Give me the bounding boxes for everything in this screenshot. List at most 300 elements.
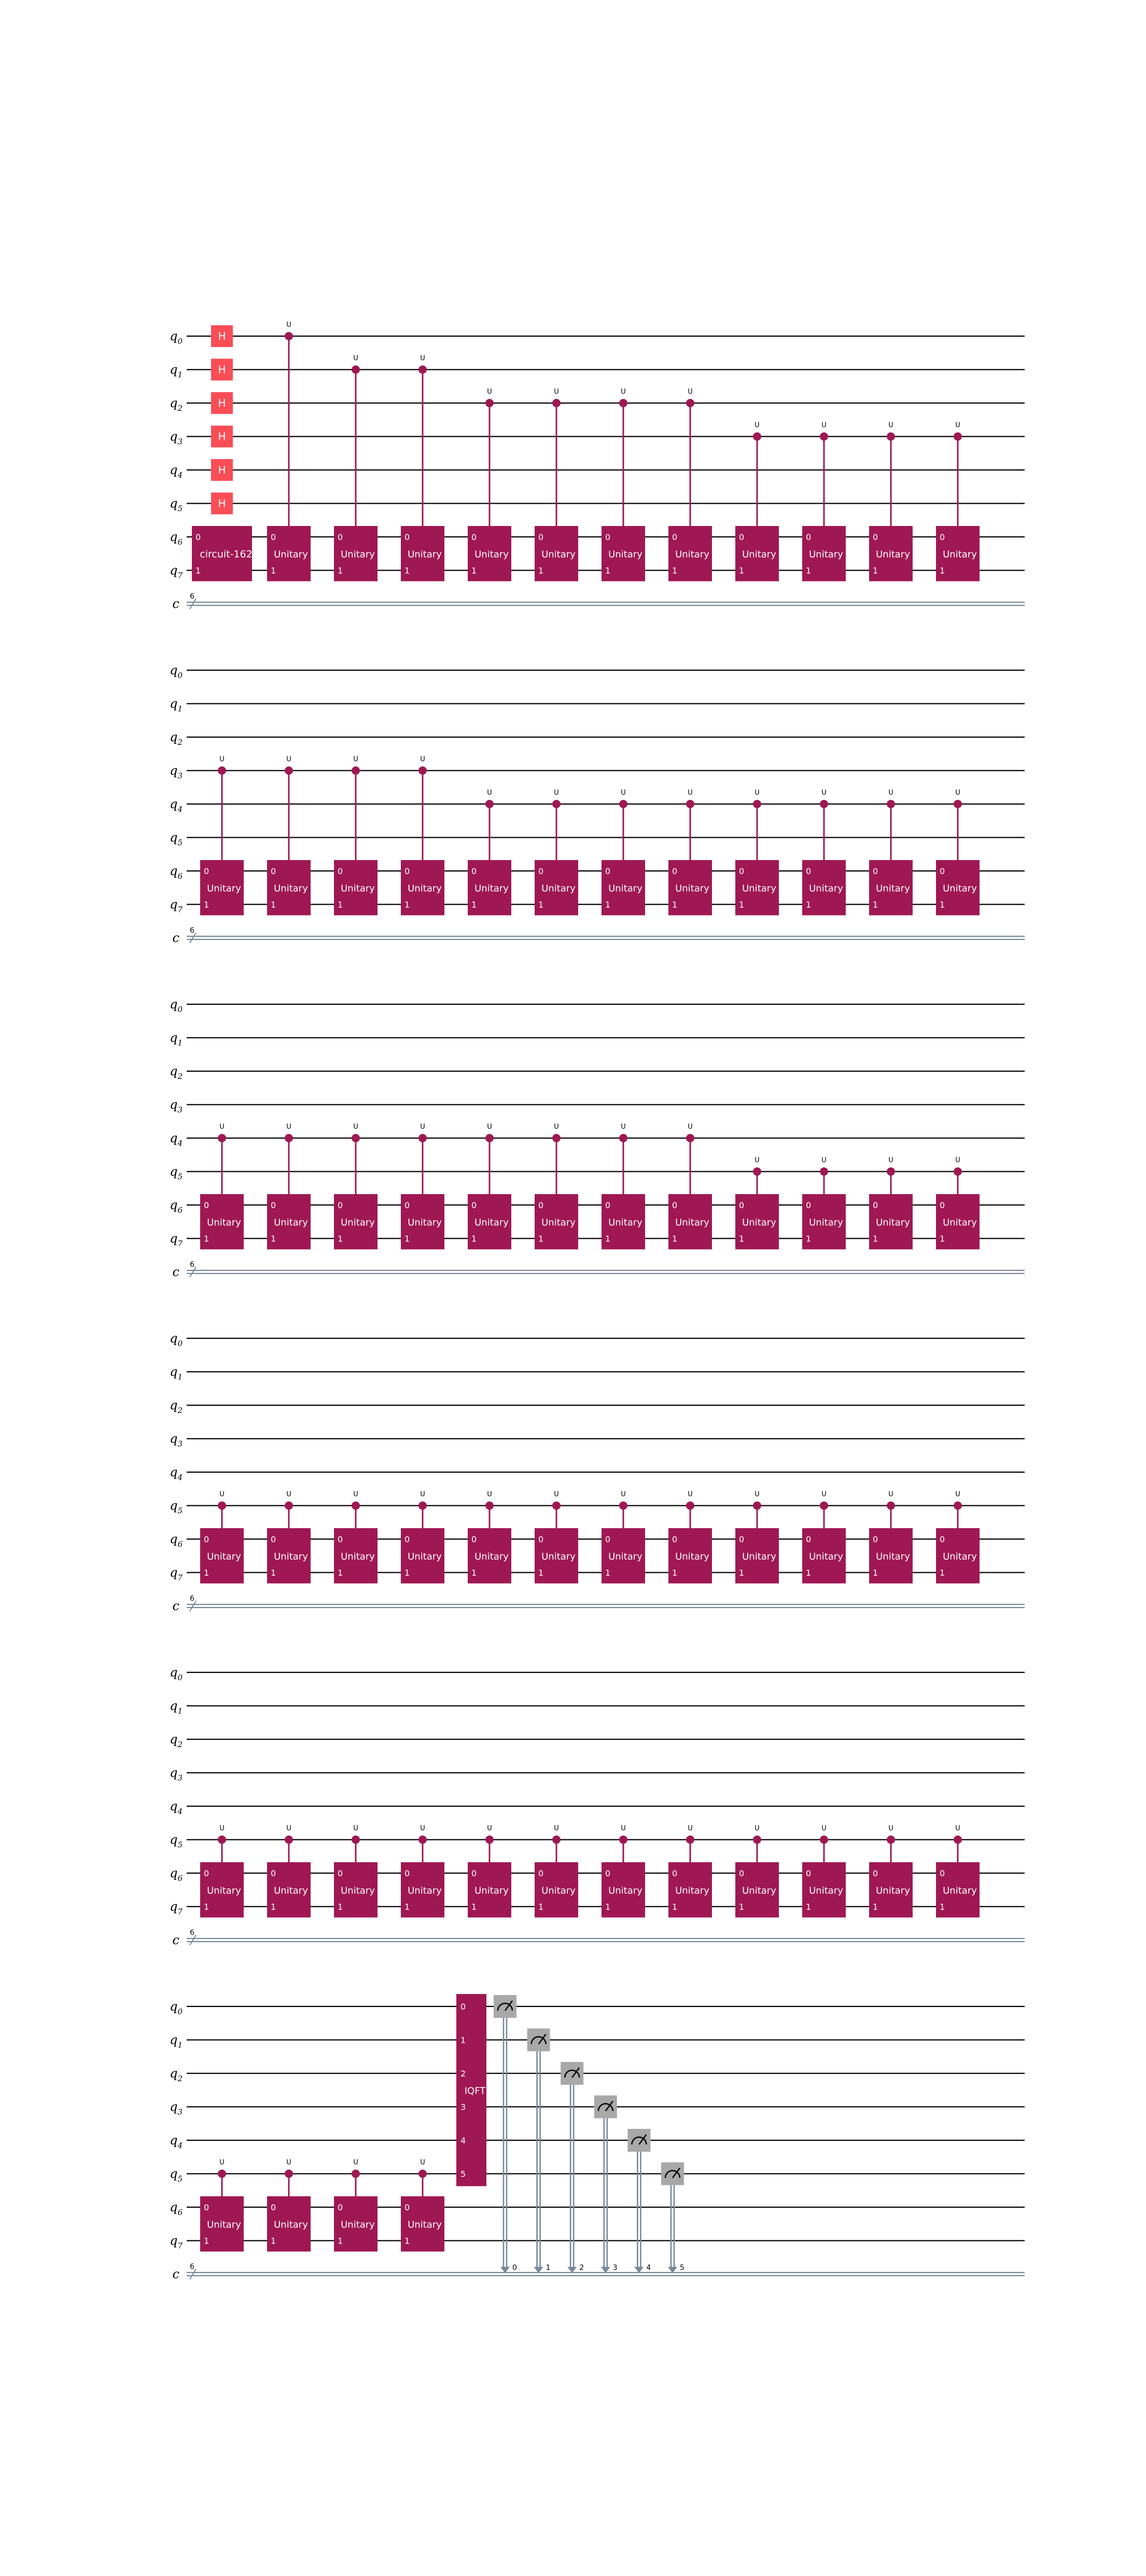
unitary-label: Unitary [675,1551,709,1562]
iqft-pin: 3 [460,2102,466,2112]
unitary-label: Unitary [207,883,241,894]
control-marker: U [286,755,291,764]
control-dot [820,800,828,808]
unitary-pin-0: 0 [605,1868,611,1878]
control-dot [418,1134,427,1142]
classical-label: c [172,597,179,611]
measure-gate [594,2096,617,2118]
unitary-pin-1: 1 [538,1568,544,1578]
control-marker: U [554,1123,559,1131]
qubit-index: 0 [177,671,183,680]
control-marker: U [688,1824,693,1833]
qubit-index: 5 [177,1840,183,1850]
qubit-label [170,1532,183,1549]
unitary-pin-1: 1 [271,2236,276,2246]
unitary-pin-1: 1 [338,565,343,576]
control-dot [619,1502,627,1510]
unitary-pin-0: 0 [672,1868,678,1878]
unitary-pin-0: 0 [338,1534,343,1544]
hadamard-label: H [218,330,226,342]
qubit-index: 1 [177,1372,183,1382]
qubit-label [170,1331,183,1348]
control-marker: U [754,1824,760,1833]
qubit-label [170,329,183,346]
unitary-label: Unitary [876,1217,910,1228]
qubit-name: q [170,830,178,845]
unitary-pin-0: 0 [204,1534,209,1544]
unitary-pin-0: 0 [538,866,544,876]
qubit-name: q [170,429,178,444]
control-dot [418,767,427,775]
unitary-label: Unitary [876,883,910,894]
qubit-label [170,1999,183,2016]
unitary-label: Unitary [943,883,977,894]
unitary-pin-0: 0 [404,1200,410,1210]
unitary-pin-1: 1 [605,1234,611,1244]
unitary-label: Unitary [274,883,308,894]
qubit-label [170,764,183,781]
unitary-pin-1: 1 [672,1902,678,1912]
control-dot [954,1168,962,1176]
qubit-name: q [170,396,178,410]
control-dot [485,1502,494,1510]
unitary-pin-0: 0 [271,1868,276,1878]
control-dot [686,1134,694,1142]
unitary-pin-0: 0 [404,1534,410,1544]
unitary-label: Unitary [207,1551,241,1562]
control-dot [285,1836,293,1844]
qubit-label [170,1165,183,1182]
unitary-pin-0: 0 [873,866,878,876]
unitary-pin-1: 1 [739,1568,745,1578]
unitary-label: Unitary [341,549,375,560]
unitary-label: Unitary [809,883,843,894]
unitary-pin-0: 0 [204,2203,209,2212]
unitary-pin-1: 1 [605,565,611,576]
qubit-index: 1 [177,1706,183,1716]
qubit-index: 4 [177,2141,183,2150]
control-dot [753,1836,761,1844]
unitary-pin-0: 0 [538,1534,544,1544]
unitary-label: Unitary [274,1551,308,1562]
unitary-pin-1: 1 [739,1902,745,1912]
qubit-name: q [170,730,178,744]
qubit-name: q [170,1364,178,1379]
unitary-pin-1: 1 [873,899,878,910]
unitary-pin-1: 1 [605,1902,611,1912]
qubit-index: 5 [177,838,183,848]
unitary-label: Unitary [675,1217,709,1228]
qubit-name: q [170,1765,178,1780]
qubit-name: q [170,1866,178,1880]
measure-bit-index: 4 [646,2264,651,2272]
unitary-pin-0: 0 [672,1534,678,1544]
classical-width: 6 [190,2263,194,2271]
unitary-pin-0: 0 [873,1868,878,1878]
control-marker: U [286,2158,291,2167]
qubit-name: q [170,2066,178,2081]
qubit-name: q [170,2133,178,2148]
qubit-index: 7 [177,1573,183,1583]
unitary-pin-0: 0 [940,866,945,876]
control-marker: U [955,789,960,797]
control-dot [820,1836,828,1844]
qubit-label [170,396,183,413]
qubit-label [170,1365,183,1382]
qubit-label [170,697,183,714]
qubit-name: q [170,1097,178,1112]
qubit-label [170,2234,183,2251]
unitary-label: Unitary [876,549,910,560]
unitary-label: Unitary [541,1885,576,1896]
qubit-label [170,1732,183,1749]
unitary-pin-1: 1 [471,1234,477,1244]
control-dot [619,1836,627,1844]
unitary-pin-0: 0 [471,532,477,542]
qubit-label [170,1231,183,1249]
unitary-pin-0: 0 [605,866,611,876]
control-marker: U [487,1824,492,1833]
unitary-label: Unitary [608,1551,642,1562]
control-dot [485,1134,494,1142]
control-dot [218,1502,226,1510]
qubit-index: 5 [177,1172,183,1182]
qubit-index: 7 [177,905,183,915]
control-dot [820,433,828,441]
unitary-pin-0: 0 [739,1868,745,1878]
qubit-index: 3 [177,1105,183,1115]
qubit-name: q [170,1565,178,1580]
qubit-label [170,563,183,580]
qubit-index: 4 [177,1473,183,1482]
unitary-pin-0: 0 [940,1200,945,1210]
measure-gate [561,2062,583,2085]
control-marker: U [955,1824,960,1833]
control-marker: U [888,1824,893,1833]
unitary-pin-1: 1 [940,565,945,576]
unitary-pin-0: 0 [404,532,410,542]
unitary-label: Unitary [408,1885,442,1896]
qubit-label [170,463,183,480]
unitary-pin-0: 0 [204,1868,209,1878]
qubit-label [170,1799,183,1816]
qubit-index: 5 [177,2174,183,2184]
unitary-label: Unitary [274,2219,308,2231]
control-dot [753,800,761,808]
qubit-index: 7 [177,1907,183,1917]
control-dot [485,800,494,808]
control-dot [954,1836,962,1844]
hadamard-label: H [218,497,226,510]
control-dot [887,1168,895,1176]
circuit-row-6 [170,1994,1025,2281]
qubit-label [170,864,183,881]
qubit-label [170,1198,183,1215]
qubit-index: 4 [177,1139,183,1148]
control-marker: U [219,2158,225,2167]
measure-bit-index: 1 [546,2264,551,2272]
control-dot [820,1168,828,1176]
qubit-index: 3 [177,2107,183,2117]
unitary-pin-0: 0 [605,532,611,542]
init-gate-label: circuit-162 [200,548,253,560]
control-marker: U [353,1490,358,1499]
qubit-index: 0 [177,2007,183,2016]
qubit-name: q [170,1431,178,1446]
qubit-name: q [170,763,178,778]
control-marker: U [219,1123,225,1131]
unitary-pin-1: 1 [672,1568,678,1578]
control-marker: U [286,321,291,329]
qubit-name: q [170,1498,178,1513]
control-marker: U [888,1490,893,1499]
unitary-pin-0: 0 [271,532,276,542]
unitary-pin-1: 1 [873,1234,878,1244]
qubit-label [170,1031,183,1048]
unitary-label: Unitary [809,549,843,560]
unitary-pin-1: 1 [739,899,745,910]
qubit-index: 1 [177,370,183,380]
control-dot [552,399,561,407]
unitary-pin-1: 1 [204,899,209,910]
control-marker: U [821,1490,827,1499]
unitary-label: Unitary [608,1885,642,1896]
iqft-pin: 2 [460,2069,466,2079]
unitary-pin-0: 0 [940,1534,945,1544]
qubit-name: q [170,1465,178,1479]
qubit-name: q [170,1799,178,1813]
qubit-name: q [170,496,178,511]
unitary-label: Unitary [408,883,442,894]
control-dot [552,1502,561,1510]
unitary-pin-1: 1 [338,1234,343,1244]
control-dot [218,767,226,775]
qubit-name: q [170,1198,178,1212]
qubit-name: q [170,1398,178,1412]
unitary-label: Unitary [341,2219,375,2231]
qubit-index: 3 [177,1439,183,1449]
unitary-pin-0: 0 [605,1200,611,1210]
unitary-pin-0: 0 [806,1534,812,1544]
unitary-pin-0: 0 [338,1868,343,1878]
control-dot [352,366,360,374]
qubit-name: q [170,663,178,677]
unitary-label: Unitary [675,549,709,560]
control-marker: U [554,388,559,396]
qubit-index: 2 [177,1072,183,1081]
control-dot [285,2170,293,2178]
unitary-pin-1: 1 [538,565,544,576]
control-dot [619,1134,627,1142]
control-marker: U [821,789,827,797]
control-marker: U [621,1824,626,1833]
control-marker: U [754,1490,760,1499]
qubit-index: 0 [177,1673,183,1682]
classical-width: 6 [190,1595,194,1603]
qubit-name: q [170,696,178,711]
qubit-label [170,1499,183,1516]
qubit-name: q [170,362,178,377]
unitary-label: Unitary [943,1885,977,1896]
control-marker: U [420,1490,425,1499]
hadamard-label: H [218,363,226,376]
control-marker: U [286,1490,291,1499]
unitary-pin-1: 1 [806,1568,812,1578]
qubit-index: 6 [177,871,183,881]
qubit-index: 6 [177,1540,183,1549]
unitary-pin-1: 1 [806,1902,812,1912]
unitary-label: Unitary [943,1217,977,1228]
qubit-label [170,2066,183,2083]
unitary-label: Unitary [207,2219,241,2231]
control-dot [418,1502,427,1510]
unitary-pin-1: 1 [404,1568,410,1578]
unitary-pin-1: 1 [204,1568,209,1578]
qubit-label [170,1098,183,1115]
control-marker: U [286,1824,291,1833]
control-dot [418,2170,427,2178]
unitary-pin-0: 0 [338,1200,343,1210]
control-dot [552,800,561,808]
control-dot [887,433,895,441]
unitary-pin-0: 0 [672,1200,678,1210]
measure-bit-index: 2 [579,2264,584,2272]
control-marker: U [420,755,425,764]
control-marker: U [353,1824,358,1833]
control-marker: U [420,1123,425,1131]
control-marker: U [821,1824,827,1833]
control-dot [954,433,962,441]
unitary-pin-1: 1 [404,1902,410,1912]
qubit-label [170,897,183,915]
qubit-name: q [170,563,178,578]
circuit-row-1 [170,321,1025,611]
unitary-pin-1: 1 [204,1902,209,1912]
unitary-pin-0: 0 [739,1534,745,1544]
qubit-label [170,2133,183,2150]
unitary-label: Unitary [608,549,642,560]
control-dot [285,1502,293,1510]
control-dot [753,1168,761,1176]
control-marker: U [286,1123,291,1131]
unitary-pin-0: 0 [873,532,878,542]
qubit-label [170,496,183,514]
unitary-label: Unitary [943,549,977,560]
qubit-name: q [170,1832,178,1847]
qubit-label [170,1398,183,1415]
control-dot [218,2170,226,2178]
qubit-index: 6 [177,2208,183,2217]
control-marker: U [754,1156,760,1165]
control-marker: U [821,1156,827,1165]
control-dot [352,2170,360,2178]
unitary-pin-1: 1 [271,899,276,910]
hadamard-label: H [218,397,226,409]
control-marker: U [955,1490,960,1499]
unitary-pin-1: 1 [404,565,410,576]
control-dot [753,1502,761,1510]
unitary-pin-0: 0 [806,532,812,542]
measure-gate [627,2129,650,2152]
unitary-pin-1: 1 [538,1902,544,1912]
qubit-index: 1 [177,1038,183,1048]
unitary-label: Unitary [742,1217,776,1228]
unitary-pin-1: 1 [873,1902,878,1912]
control-dot [285,767,293,775]
unitary-pin-1: 1 [404,899,410,910]
qubit-name: q [170,797,178,811]
control-dot [418,1836,427,1844]
qubit-label [170,797,183,814]
unitary-label: Unitary [408,1551,442,1562]
control-dot [352,1502,360,1510]
unitary-pin-0: 0 [806,1868,812,1878]
qubit-index: 2 [177,738,183,747]
qubit-name: q [170,997,178,1012]
unitary-label: Unitary [675,883,709,894]
qubit-name: q [170,2166,178,2181]
qubit-index: 0 [177,337,183,346]
unitary-pin-0: 0 [404,1868,410,1878]
qubit-index: 2 [177,1406,183,1415]
qubit-name: q [170,1064,178,1078]
qubit-label [170,1465,183,1482]
qubit-label [170,2100,183,2117]
unitary-label: Unitary [541,1217,576,1228]
unitary-label: Unitary [541,549,576,560]
unitary-label: Unitary [341,883,375,894]
unitary-pin-0: 0 [471,1868,477,1878]
control-marker: U [219,755,225,764]
control-marker: U [888,421,893,430]
qubit-index: 6 [177,1206,183,1215]
control-marker: U [888,789,893,797]
unitary-label: Unitary [742,883,776,894]
measure-gate [494,1995,516,2018]
unitary-label: Unitary [809,1885,843,1896]
unitary-label: Unitary [541,883,576,894]
qubit-index: 4 [177,1807,183,1816]
unitary-pin-0: 0 [873,1200,878,1210]
unitary-label: Unitary [541,1551,576,1562]
control-marker: U [955,1156,960,1165]
unitary-label: Unitary [207,1885,241,1896]
qubit-name: q [170,1532,178,1546]
unitary-pin-0: 0 [471,1200,477,1210]
unitary-pin-1: 1 [338,2236,343,2246]
qubit-index: 0 [177,1339,183,1348]
control-dot [686,1502,694,1510]
control-dot [887,1502,895,1510]
unitary-pin-0: 0 [538,1200,544,1210]
unitary-pin-0: 0 [471,1534,477,1544]
unitary-pin-1: 1 [739,565,745,576]
unitary-pin-1: 1 [271,1234,276,1244]
circuit-row-4 [170,1331,1025,1613]
control-dot [552,1134,561,1142]
unitary-pin-0: 0 [338,2203,343,2212]
qubit-label [170,1566,183,1583]
unitary-pin-1: 1 [338,1902,343,1912]
qubit-name: q [170,463,178,477]
measure-gate [527,2029,550,2052]
control-marker: U [621,1490,626,1499]
control-dot [418,366,427,374]
classical-width: 6 [190,592,194,601]
qubit-name: q [170,1030,178,1045]
classical-width: 6 [190,1929,194,1937]
unitary-pin-1: 1 [605,1568,611,1578]
